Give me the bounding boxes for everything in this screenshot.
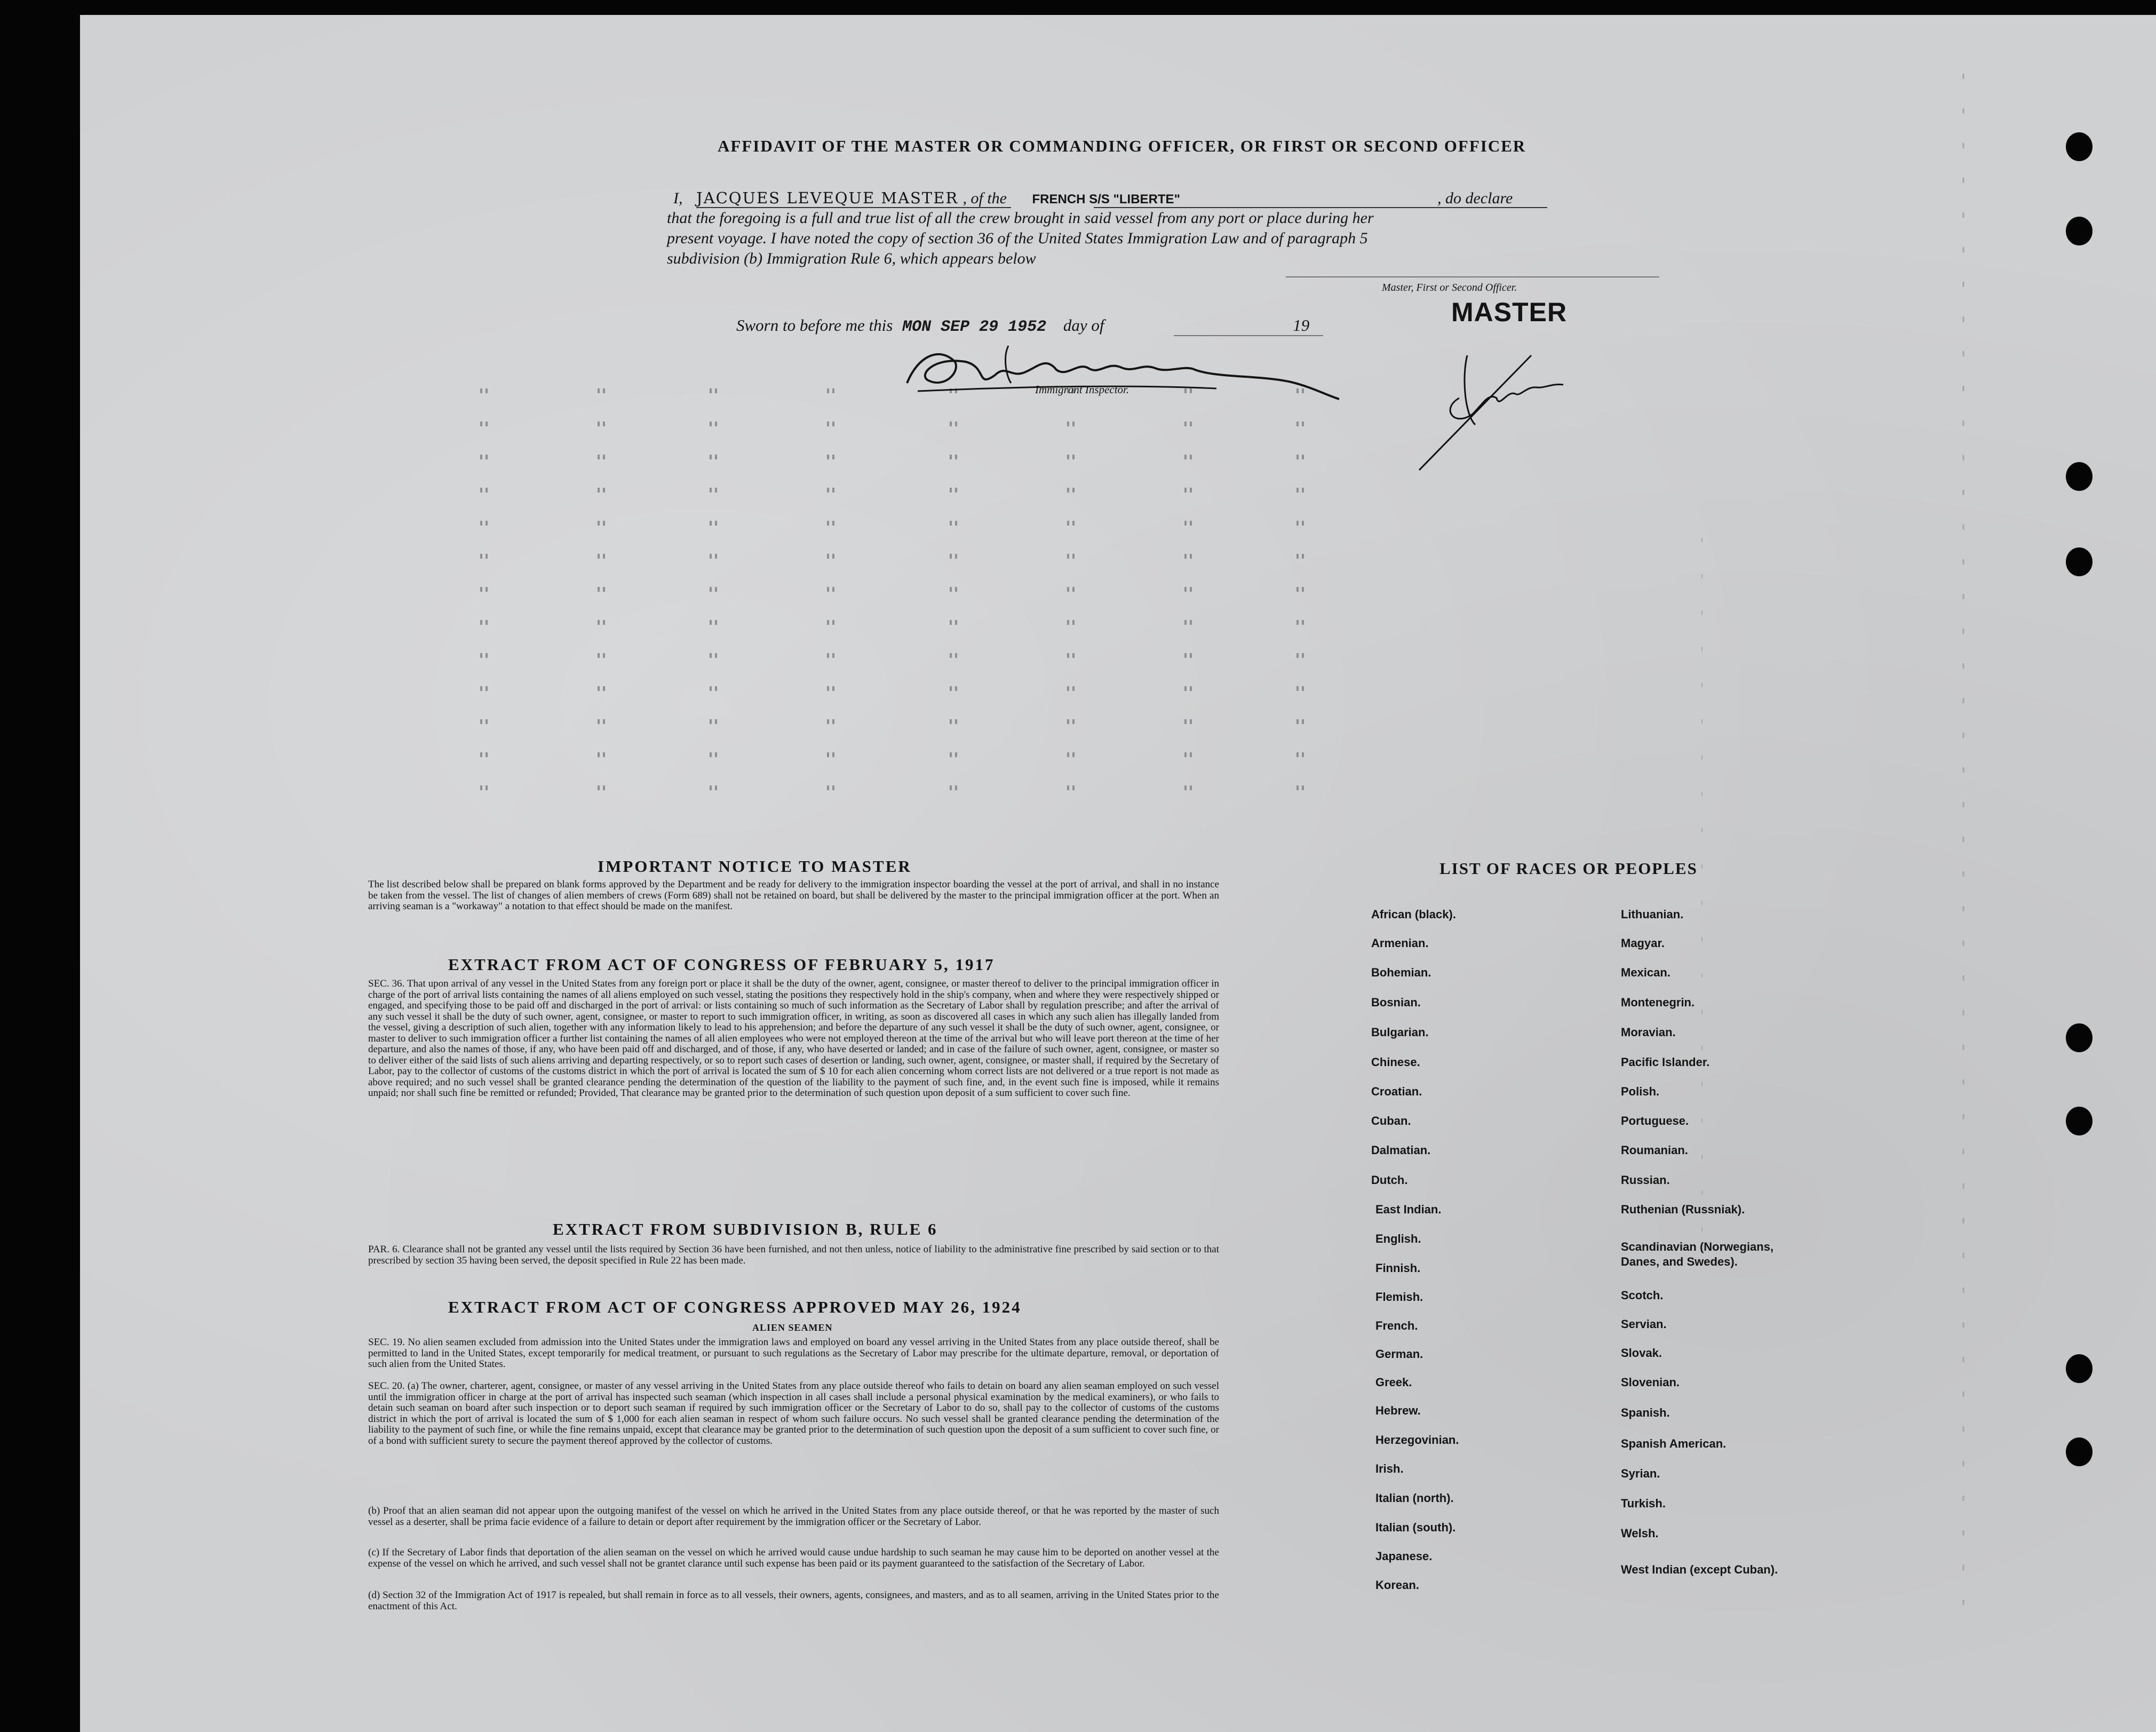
- race-left-item: Chinese.: [1371, 1055, 1420, 1069]
- race-right-item: Mexican.: [1621, 966, 1670, 979]
- extract-1924-sec20d: (d) Section 32 of the Immigration Act of 1917 is repealed, but shall remain in force as to all vessels, their owners, agents, consignees, and masters, and as to all seamen, arriving in the United States prior to the enactment of this Act.: [368, 1590, 1219, 1612]
- sworn-prefix: Sworn to before me this: [736, 316, 893, 335]
- extract-rule6-title: EXTRACT FROM SUBDIVISION B, RULE 6: [553, 1220, 938, 1238]
- race-right-item: Scotch.: [1621, 1289, 1664, 1302]
- master-name-field: JACQUES LEVEQUE MASTER: [696, 189, 959, 207]
- declaration-line-2: that the foregoing is a full and true list of all the crew brought in said vessel from any port or place during her: [667, 209, 1374, 227]
- race-right-item: Spanish American.: [1621, 1437, 1727, 1450]
- race-left-item: Japanese.: [1375, 1550, 1433, 1563]
- race-right-item: Moravian.: [1621, 1026, 1676, 1039]
- race-right-item: Ruthenian (Russniak).: [1621, 1203, 1745, 1216]
- race-left-item: East Indian.: [1375, 1203, 1442, 1216]
- race-left-item: Herzegovinian.: [1375, 1433, 1459, 1447]
- inspector-caption: Immigrant Inspector.: [1035, 383, 1129, 396]
- extract-1917-title: EXTRACT FROM ACT OF CONGRESS OF FEBRUARY 5, 1917: [448, 955, 995, 974]
- race-left-item: Bohemian.: [1371, 966, 1431, 979]
- race-right-item: Montenegrin.: [1621, 996, 1695, 1009]
- document-page: [80, 15, 2156, 1732]
- race-left-item: French.: [1375, 1319, 1418, 1332]
- race-left-item: Italian (north).: [1375, 1491, 1454, 1505]
- race-left-item: English.: [1375, 1232, 1421, 1245]
- declaration-line-3: present voyage. I have noted the copy of section 36 of the United States Immigration Law and of paragraph 5: [667, 229, 1368, 247]
- officer-signature: [1409, 334, 1585, 483]
- extract-rule6-body: PAR. 6. Clearance shall not be granted any vessel until the lists required by Section 36 have been furnished, and not then unless, notice of liability to the administrative fine prescribed by said section or to that prescribed by section 35 having been served, the deposit specified in Rule 22 has been made.: [368, 1244, 1219, 1266]
- declaration-mid: , of the: [962, 189, 1007, 207]
- officer-signature-line: [1286, 276, 1659, 277]
- extract-1924-title: EXTRACT FROM ACT OF CONGRESS APPROVED MAY 26, 1924: [448, 1298, 1022, 1316]
- sworn-year: 19: [1293, 316, 1310, 335]
- declaration-prefix: I,: [673, 189, 683, 207]
- race-left-item: Croatian.: [1371, 1085, 1422, 1098]
- race-left-item: Flemish.: [1375, 1290, 1423, 1304]
- race-left-item: Italian (south).: [1375, 1521, 1456, 1534]
- alien-seamen-subtitle: ALIEN SEAMEN: [752, 1322, 833, 1333]
- race-right-item: Lithuanian.: [1621, 908, 1684, 921]
- bleed-through-marks: [80, 15, 2156, 1732]
- date-stamp: MON SEP 29 1952: [902, 318, 1047, 336]
- race-left-item: Hebrew.: [1375, 1404, 1421, 1417]
- declaration-end: , do declare: [1437, 189, 1513, 207]
- race-left-item: Finnish.: [1375, 1261, 1421, 1275]
- race-right-item: Welsh.: [1621, 1527, 1659, 1540]
- race-left-item: Cuban.: [1371, 1114, 1411, 1127]
- race-right-item: Servian.: [1621, 1317, 1667, 1331]
- race-right-item: West Indian (except Cuban).: [1621, 1563, 1778, 1576]
- race-left-item: African (black).: [1371, 908, 1456, 921]
- race-left-item: Greek.: [1375, 1376, 1412, 1389]
- race-left-item: Armenian.: [1371, 936, 1429, 950]
- name-underline: [696, 207, 1011, 208]
- race-left-item: Bulgarian.: [1371, 1026, 1429, 1039]
- officer-caption: Master, First or Second Officer.: [1382, 282, 1517, 293]
- vessel-underline: [1094, 207, 1547, 208]
- declaration-line-1: [667, 189, 1513, 208]
- race-right-item: Slovenian.: [1621, 1376, 1680, 1389]
- race-left-item: Bosnian.: [1371, 996, 1421, 1009]
- race-right-item: Syrian.: [1621, 1467, 1660, 1480]
- race-right-item: Magyar.: [1621, 936, 1665, 950]
- race-right-item: Roumanian.: [1621, 1143, 1688, 1157]
- officer-title-stamp: MASTER: [1451, 297, 1568, 327]
- extract-1917-body: SEC. 36. That upon arrival of any vessel in the United States from any foreign port or place it shall be the duty of the owner, agent, consignee, or master thereof to deliver to the principal immigration officer in charge of the port of arrival lists containing the names of all aliens employed on such vessel, stating the positions they respectively hold in the ship's company, when and where they were respectively shipped or engaged, and specifying those to be paid off and discharged in the port of arrival: or lists containing so much of such information as the Secretary of Labor shall by regulation prescribe; and after the arrival of any such vessel it shall be the duty of such owner, agent, consignee, or master to report to such immigration officer, in writing, as soon as discovered all cases in which any such alien has illegally landed from the vessel, giving a description of such alien, together with any information likely to lead to his apprehension; and before the departure of any such vessel it shall be the duty of such owner, agent, consignee, or master to deliver to such immigration officer a further list containing the names of all alien employees who were not employed thereon at the time of the arrival but who will leave port thereon at the time of her departure, and also the names of those, if any, who have been paid off and discharged, and of those, if any, who have deserted or landed; and in case of the failure of such owner, agent, consignee, or master so to deliver either of the said lists of such aliens arriving and departing respectively, or so to report such cases of desertion or landing, such owner, agent, consignee, or master shall, if required by the Secretary of Labor, pay to the collector of customs of the customs district in which the port of arrival is located the sum of $ 10 for each alien concerning whom correct lists are not delivered or a true report is not made as above required; and no such vessel shall be granted clearance pending the determination of the question of the liability to the payment of such fine, and, in the event such fine is imposed, while it remains unpaid; nor shall such fine be remitted or refunded; Provided, That clearance may be granted prior to the determination of such question upon deposit of a sum sufficient to cover such fine.: [368, 978, 1219, 1099]
- race-left-item: Korean.: [1375, 1578, 1419, 1592]
- inspector-signature: [896, 324, 1377, 410]
- race-left-item: Dalmatian.: [1371, 1143, 1431, 1157]
- race-right-item: Slovak.: [1621, 1346, 1662, 1360]
- affidavit-title: AFFIDAVIT OF THE MASTER OR COMMANDING OFFICER, OR FIRST OR SECOND OFFICER: [718, 137, 1526, 155]
- race-left-item: German.: [1375, 1347, 1423, 1361]
- race-right-item: Scandinavian (Norwegians, Danes, and Swedes).: [1621, 1240, 1774, 1268]
- race-right-item: Pacific Islander.: [1621, 1055, 1710, 1069]
- race-left-item: Dutch.: [1371, 1173, 1408, 1187]
- declaration-line-4: subdivision (b) Immigration Rule 6, which appears below: [667, 250, 1036, 267]
- extract-1924-sec20b: (b) Proof that an alien seaman did not appear upon the outgoing manifest of the vessel on which he arrived in the United States from any place outside thereof, or that he was reported by the master of such vessel as a deserter, shall be prima facie evidence of a failure to detain or deport after requirement by the immigration officer or the Secretary of Labor.: [368, 1505, 1219, 1528]
- races-title: LIST OF RACES OR PEOPLES: [1439, 859, 1698, 878]
- sworn-day-of: day of: [1063, 316, 1104, 335]
- race-left-item: Irish.: [1375, 1462, 1404, 1475]
- race-right-item: Spanish.: [1621, 1406, 1670, 1419]
- race-right-item: Russian.: [1621, 1173, 1670, 1187]
- race-right-item: Portuguese.: [1621, 1114, 1689, 1127]
- vessel-name-field: FRENCH S/S "LIBERTE": [1032, 192, 1180, 206]
- extract-1924-sec20a: SEC. 20. (a) The owner, charterer, agent, consignee, or master of any vessel arriving in the United States from any place outside thereof who fails to detain on board any alien seaman employed on such vessel until the immigration officer in charge at the port of arrival has inspected such seaman (which inspection in all cases shall include a personal physical examination by the medical examiners), or who fails to detain such seaman on board after such inspection or to deport such seaman if required by such immigration officer or the Secretary of Labor to do so, shall pay to the collector of customs of the customs district in which the port of arrival is located the sum of $ 1,000 for each alien seaman in respect of whom such failure occurs. No such vessel shall be granted clearance pending the determination of the liability to the payment of such fine, or while the fine remains unpaid, except that clearance may be granted prior to the determination of such question upon the deposit of a sum sufficient to cover such fine, or of a bond with sufficient surety to secure the payment thereof approved by the collector of customs.: [368, 1380, 1219, 1447]
- race-right-item: Turkish.: [1621, 1497, 1666, 1510]
- extract-1924-sec19: SEC. 19. No alien seamen excluded from admission into the United States under the immigration laws and employed on board any vessel arriving in the United States from any place outside thereof, shall be permitted to land in the United States, except temporarily for medical treatment, or pursuant to such regulations as the Secretary of Labor may prescribe for the ultimate departure, removal, or deportation of such alien from the United States.: [368, 1337, 1219, 1370]
- notice-title: IMPORTANT NOTICE TO MASTER: [598, 857, 912, 876]
- notice-body: The list described below shall be prepared on blank forms approved by the Department and be ready for delivery to the immigration inspector boarding the vessel at the port of arrival, and shall in no instance be taken from the vessel. The list of changes of alien members of crews (Form 689) shall not be retained on board, but shall be delivered by the master to the principal immigration officer at the port. When an arriving seaman is a "workaway" a notation to that effect should be made on the manifest.: [368, 879, 1219, 912]
- extract-1924-sec20c: (c) If the Secretary of Labor finds that deportation of the alien seaman on the vessel on which he arrived would cause undue hardship to such seaman he may cause him to be deported on another vessel at the expense of the vessel on which he arrived, and such vessel shall not be grantet clarance until such expense has been paid or its payment guaranteed to the satisfaction of the Secretary of Labor.: [368, 1547, 1219, 1569]
- race-right-item: Polish.: [1621, 1085, 1660, 1098]
